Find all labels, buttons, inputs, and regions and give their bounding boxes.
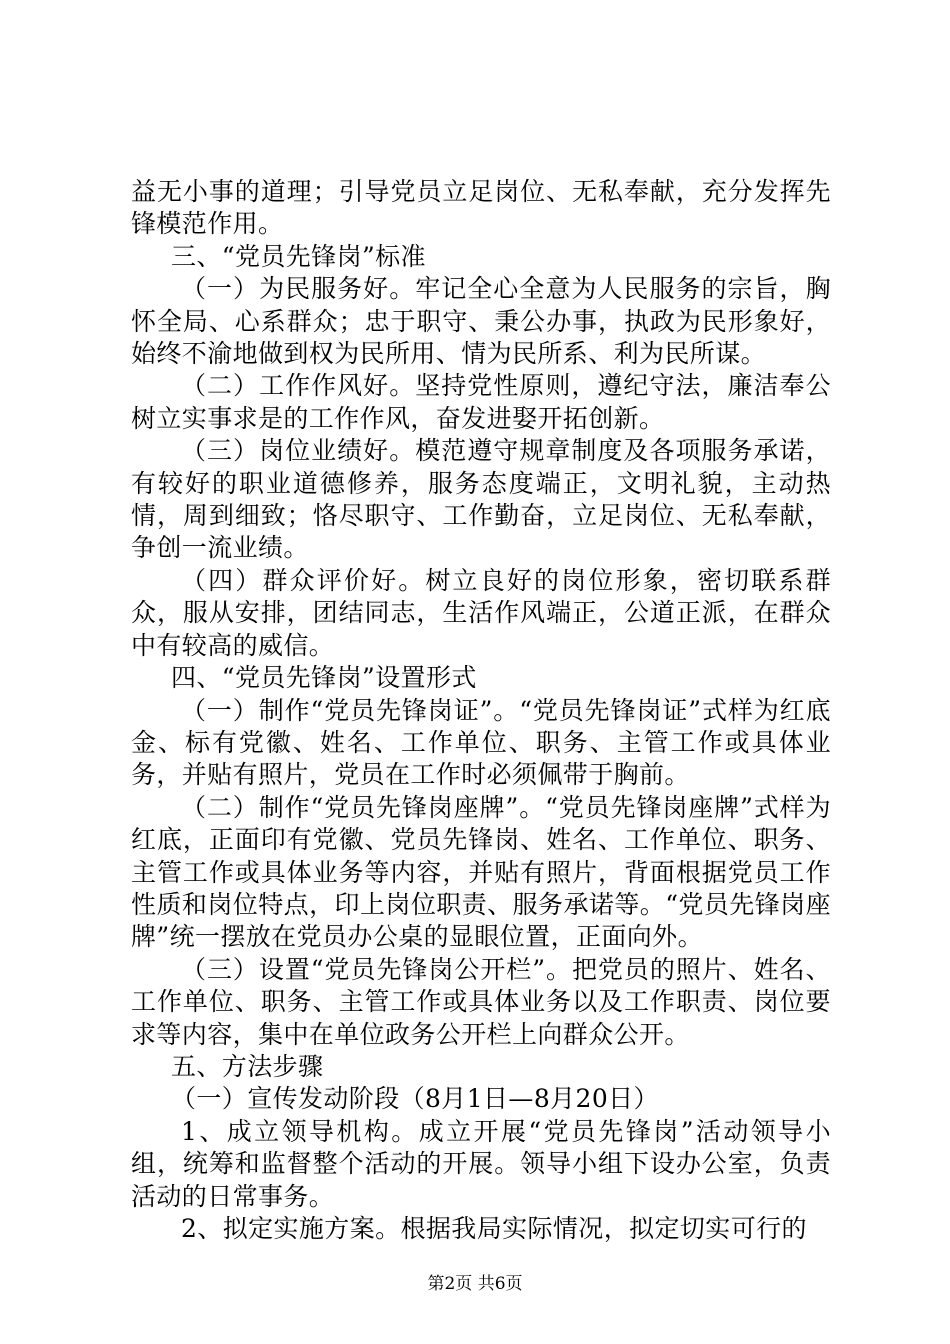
paragraph-step-1: 1、成立领导机构。成立开展“党员先锋岗”活动领导小组，统筹和监督整个活动的开展。领导小组下设办公室，负责活动的日常事务。: [131, 1116, 831, 1211]
paragraph-setup-2: （二）制作“党员先锋岗座牌”。“党员先锋岗座牌”式样为红底，正面印有党徽、党员先锋岗、姓名、工作单位、职务、主管工作或具体业务等内容，并贴有照片，背面根据党员工作性质和岗位特点，印上岗位职责、服务承诺等。“党员先锋岗座牌”统一摆放在党员办公桌的显眼位置，正面向外。: [131, 792, 831, 952]
section-heading-standards: 三、“党员先锋岗”标准: [171, 241, 426, 271]
document-body: [131, 176, 831, 1245]
paragraph-standard-1: （一）为民服务好。牢记全心全意为人民服务的宗旨，胸怀全局、心系群众；忠于职守、秉公办事，执政为民形象好，始终不渝地做到权为民所用、情为民所系、利为民所谋。: [131, 274, 831, 369]
page-footer: 第2页 共6页: [427, 1274, 523, 1294]
paragraph-standard-3: （三）岗位业绩好。模范遵守规章制度及各项服务承诺，有较好的职业道德修养，服务态度端正，文明礼貌，主动热情，周到细致；恪尽职守、工作勤奋，立足岗位、无私奉献，争创一流业绩。: [131, 436, 831, 563]
paragraph-continuation: 益无小事的道理；引导党员立足岗位、无私奉献，充分发挥先锋模范作用。: [131, 177, 831, 239]
subsection-heading-phase-1: （一）宣传发动阶段（8月1日—8月20日）: [171, 1084, 659, 1114]
paragraph-standard-2: （二）工作作风好。坚持党性原则，遵纪守法，廉洁奉公树立实事求是的工作作风，奋发进娶开拓创新。: [131, 371, 831, 433]
paragraph-step-2: 2、拟定实施方案。根据我局实际情况，拟定切实可行的: [181, 1214, 807, 1243]
paragraph-standard-4: （四）群众评价好。树立良好的岗位形象，密切联系群众，服从安排，团结同志，生活作风端正，公道正派，在群众中有较高的威信。: [131, 565, 831, 660]
paragraph-setup-1: （一）制作“党员先锋岗证”。“党员先锋岗证”式样为红底金、标有党徽、姓名、工作单位、职务、主管工作或具体业务，并贴有照片，党员在工作时必须佩带于胸前。: [131, 695, 831, 790]
section-heading-steps: 五、方法步骤: [171, 1051, 324, 1081]
section-heading-setup: 四、“党员先锋岗”设置形式: [171, 663, 477, 693]
paragraph-setup-3: （三）设置“党员先锋岗公开栏”。把党员的照片、姓名、工作单位、职务、主管工作或具体业务以及工作职责、岗位要求等内容，集中在单位政务公开栏上向群众公开。: [131, 954, 831, 1049]
